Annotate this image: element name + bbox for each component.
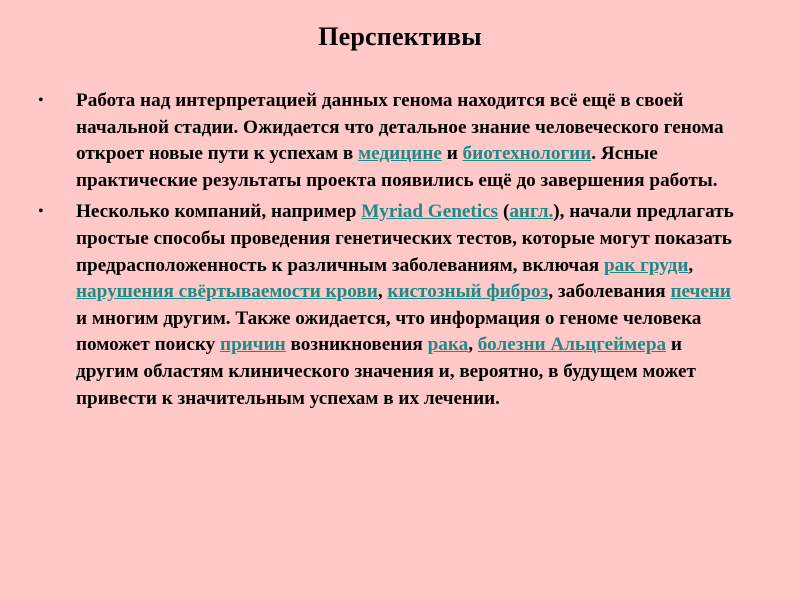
bullet2-text-3: ), начали предлагать простые способы проведения генетических тестов, которые могут показать предрасположенность к различным заболеваниям, включая bbox=[76, 201, 734, 276]
link-medicine[interactable]: медицине bbox=[358, 143, 442, 165]
bullet1-text-1: Работа над интерпретацией данных генома находится всё ещё в своей начальной стадии. Ожидается что детальное знание человеческого генома откроет новые пути к успехам в bbox=[76, 90, 724, 165]
bullet2-text-9: , bbox=[468, 334, 478, 356]
link-causes[interactable]: причин bbox=[220, 334, 286, 356]
bullet2-text-6: , заболевания bbox=[548, 281, 671, 303]
bullet-dot-icon: • bbox=[38, 203, 44, 221]
bullet1-text-3: . Ясные практические результаты проекта появились ещё до завершения работы. bbox=[76, 143, 718, 191]
bullet2-text-10: и другим областям клинического значения и, вероятно, в будущем может привести к значительным успехам в их лечении. bbox=[76, 334, 696, 409]
bullet-item-genome-interpretation bbox=[38, 88, 738, 194]
bullet-list bbox=[38, 88, 738, 417]
link-english[interactable]: англ. bbox=[509, 201, 554, 223]
bullet-item-genetic-tests bbox=[38, 199, 738, 412]
slide-title: Перспективы bbox=[318, 22, 482, 51]
link-coagulation-disorders[interactable]: нарушения свёртываемости крови bbox=[76, 281, 378, 303]
bullet2-text-8: возникновения bbox=[285, 334, 428, 356]
bullet2-text-5: , bbox=[377, 281, 388, 303]
link-breast-cancer[interactable]: рак груди bbox=[603, 254, 689, 276]
link-cancer[interactable]: рака bbox=[427, 334, 469, 356]
link-biotechnology[interactable]: биотехнологии bbox=[462, 143, 592, 165]
link-alzheimer-disease[interactable]: болезни Альцгеймера bbox=[477, 334, 667, 356]
bullet2-text-2: ( bbox=[498, 201, 510, 223]
bullet2-text-7: и многим другим. Также ожидается, что информация о геноме человека поможет поиску bbox=[76, 307, 702, 356]
bullet2-text-4: , bbox=[688, 254, 694, 276]
bullet2-text-1: Несколько компаний, например bbox=[76, 201, 362, 223]
bullet1-text-2: и bbox=[441, 143, 463, 165]
link-liver[interactable]: печени bbox=[670, 281, 731, 303]
link-cystic-fibrosis[interactable]: кистозный фиброз bbox=[387, 281, 549, 303]
link-myriad-genetics[interactable]: Myriad Genetics bbox=[361, 201, 499, 223]
bullet-dot-icon: • bbox=[38, 92, 44, 109]
